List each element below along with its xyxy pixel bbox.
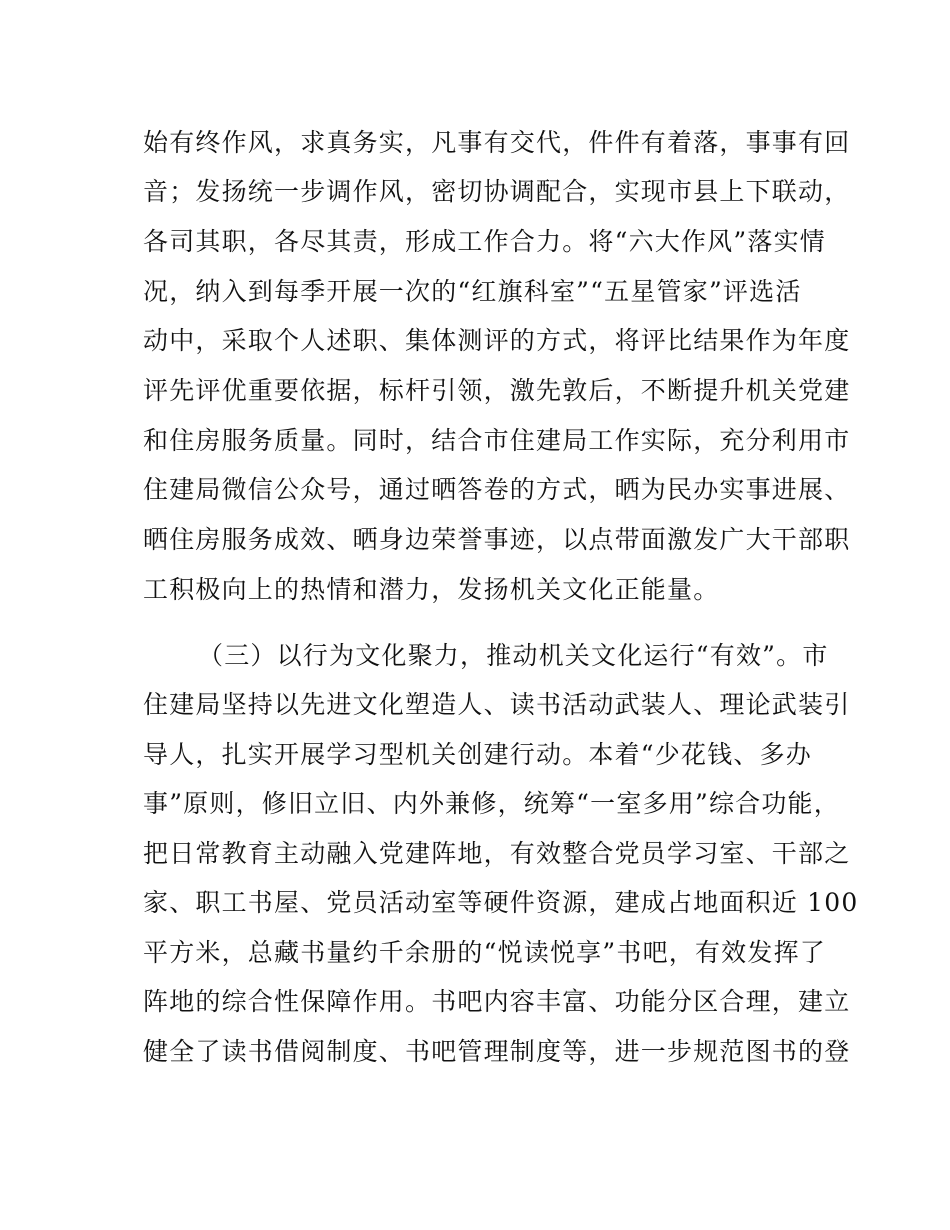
- text-line: 住建局微信公众号，通过晒答卷的方式，晒为民办实事进展、: [143, 475, 851, 504]
- text-line: 把日常教育主动融入党建阵地，有效整合党员学习室、干部之: [143, 839, 851, 868]
- text-line: 始有终作风，求真务实，凡事有交代，件件有着落，事事有回: [143, 128, 851, 157]
- text-line: 动中，采取个人述职、集体测评的方式，将评比结果作为年度: [143, 326, 851, 355]
- text-line: 评先评优重要依据，标杆引领，激先敦后，不断提升机关党建: [143, 376, 851, 405]
- paragraph-heading-line: （三）以行为文化聚力，推动机关文化运行“有效”。市: [198, 641, 829, 670]
- text-line: 健全了读书借阅制度、书吧管理制度等，进一步规范图书的登: [143, 1037, 851, 1066]
- text-line: 住建局坚持以先进文化塑造人、读书活动武装人、理论武装引: [143, 690, 851, 719]
- text-line: 平方米，总藏书量约千余册的“悦读悦享”书吧，有效发挥了: [143, 938, 826, 967]
- text-line: 音；发扬统一步调作风，密切协调配合，实现市县上下联动，: [143, 177, 851, 206]
- text-line: 阵地的综合性保障作用。书吧内容丰富、功能分区合理，建立: [143, 987, 851, 1016]
- text-line: 工积极向上的热情和潜力，发扬机关文化正能量。: [143, 575, 720, 604]
- text-line: 晒住房服务成效、晒身边荣誉事迹，以点带面激发广大干部职: [143, 525, 851, 554]
- text-line: 和住房服务质量。同时，结合市住建局工作实际，充分利用市: [143, 426, 851, 455]
- text-line: 各司其职，各尽其责，形成工作合力。将“六大作风”落实情: [143, 227, 826, 256]
- text-line: 况，纳入到每季开展一次的“红旗科室”“五星管家”评选活: [143, 277, 802, 306]
- text-line: 导人，扎实开展学习型机关创建行动。本着“少花钱、多办: [143, 740, 812, 769]
- text-line: 事”原则，修旧立旧、内外兼修，统筹“一室多用”综合功能，: [143, 789, 840, 818]
- text-line: 家、职工书屋、党员活动室等硬件资源，建成占地面积近 100: [143, 888, 859, 917]
